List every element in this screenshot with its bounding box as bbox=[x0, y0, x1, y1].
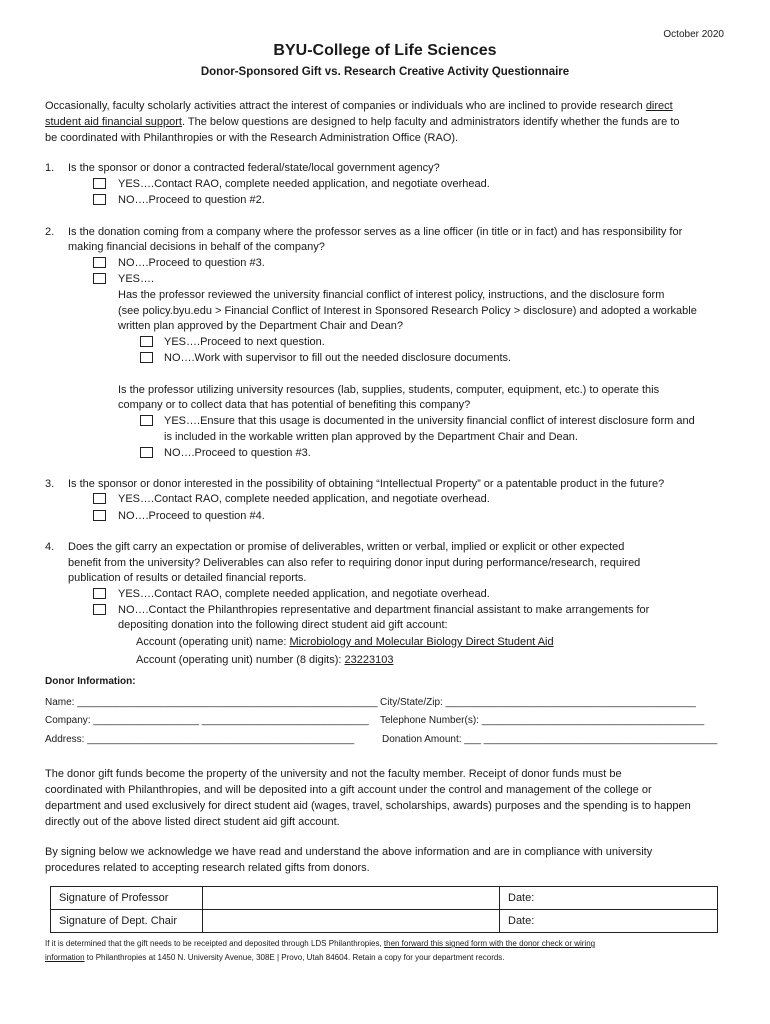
donor-phone-field[interactable]: Telephone Number(s): ________________________________________ bbox=[380, 715, 705, 726]
q4-text: publication of results or detailed financial reports. bbox=[68, 572, 307, 584]
q3-text: Is the sponsor or donor interested in the possibility of obtaining “Intellectual Property” or a patentable product in the future? bbox=[68, 478, 665, 490]
q2-yes-label: YES…. bbox=[118, 273, 155, 285]
signature-chair-field[interactable] bbox=[203, 910, 500, 933]
q4-text: benefit from the university? Deliverables can also refer to requiring donor input during performance/research, required bbox=[68, 557, 641, 569]
q2-sub1-no-label: NO….Work with supervisor to fill out the needed disclosure documents. bbox=[164, 352, 512, 364]
account-name-line bbox=[136, 634, 554, 650]
q2-sub2-yes-label: is included in the workable written plan approved by the Department Chair and Dean. bbox=[164, 431, 578, 443]
signature-row-professor bbox=[51, 887, 718, 910]
account-name-label: Account (operating unit) name: bbox=[136, 636, 290, 648]
account-number-line bbox=[136, 652, 393, 668]
q3-number: 3. bbox=[45, 478, 55, 490]
intro-text: Occasionally, faculty scholarly activities attract the interest of companies or individuals who are inclined to provide research bbox=[45, 100, 646, 112]
document-subtitle: Donor-Sponsored Gift vs. Research Creative Activity Questionnaire bbox=[200, 66, 570, 78]
q2-number: 2. bbox=[45, 226, 55, 238]
document-date: October 2020 bbox=[663, 29, 724, 40]
signature-row-chair bbox=[51, 910, 718, 933]
q4-no-label: depositing donation into the following direct student aid gift account: bbox=[118, 619, 448, 631]
signature-table bbox=[50, 886, 718, 933]
q2-text: making financial decisions in behalf of the company? bbox=[68, 241, 325, 253]
q2-no-checkbox[interactable] bbox=[93, 257, 106, 268]
q3-yes-checkbox[interactable] bbox=[93, 493, 106, 504]
q4-number: 4. bbox=[45, 541, 55, 553]
acknowledgement-paragraph: By signing below we acknowledge we have read and understand the above information and are in compliance with university procedures related to accepting research related gifts from donors. bbox=[45, 846, 653, 874]
q1-yes-checkbox[interactable] bbox=[93, 178, 106, 189]
q2-sub1-text: written plan approved by the Department Chair and Dean? bbox=[118, 320, 403, 332]
q2-sub1-yes-checkbox[interactable] bbox=[140, 336, 153, 347]
document-title: BYU-College of Life Sciences bbox=[273, 42, 497, 59]
signature-chair-date[interactable]: Date: bbox=[500, 910, 718, 933]
q2-sub2-yes-label: YES….Ensure that this usage is documented in the university financial conflict of interest disclosure form and bbox=[164, 415, 695, 427]
gift-funds-paragraph: The donor gift funds become the property of the university and not the faculty member. Receipt of donor funds must be coordinated with Philanthropies, and will be deposited into a gift account under the control and management of the college or department and used exclusively for direct student aid (wages, travel, scholarships, awards) purposes and the spending is to happen directly out of the above listed direct student aid gift account. bbox=[45, 768, 691, 828]
signature-professor-date[interactable]: Date: bbox=[500, 887, 718, 910]
q1-no-label: NO….Proceed to question #2. bbox=[118, 194, 265, 206]
q2-sub2-text: company or to collect data that has potential of benefiting this company? bbox=[118, 399, 471, 411]
q2-yes-checkbox[interactable] bbox=[93, 273, 106, 284]
q2-sub1-text: Has the professor reviewed the university financial conflict of interest policy, instructions, and the disclosure form bbox=[118, 289, 665, 301]
q1-no-checkbox[interactable] bbox=[93, 194, 106, 205]
q3-no-label: NO….Proceed to question #4. bbox=[118, 510, 265, 522]
q1-text: Is the sponsor or donor a contracted federal/state/local government agency? bbox=[68, 162, 440, 174]
q2-sub2-no-label: NO….Proceed to question #3. bbox=[164, 447, 311, 459]
q4-text: Does the gift carry an expectation or promise of deliverables, written or verbal, implied or explicit or other expected bbox=[68, 541, 625, 553]
q2-sub2-no-checkbox[interactable] bbox=[140, 447, 153, 458]
q4-no-label: NO….Contact the Philanthropies representative and department financial assistant to make arrangements for bbox=[118, 604, 650, 616]
intro-paragraph bbox=[45, 98, 735, 146]
q2-sub2-text: Is the professor utilizing university resources (lab, supplies, students, computer, equipment, etc.) to operate this bbox=[118, 384, 660, 396]
signature-professor-label: Signature of Professor bbox=[51, 887, 203, 910]
q1-number: 1. bbox=[45, 162, 55, 174]
footer-note: If it is determined that the gift needs to be receipted and deposited through LDS Philanthropies, then forward this signed form with the donor check or wiring information to Philanthropies at 1450 N. University Avenue, 308E | Provo, Utah 84604. Retain a copy for your department records. bbox=[45, 939, 596, 962]
q2-sub1-yes-label: YES….Proceed to next question. bbox=[164, 336, 325, 348]
donor-address-field[interactable]: Address: ________________________________________________ bbox=[45, 734, 355, 745]
donor-city-field[interactable]: City/State/Zip: _____________________________________________ bbox=[380, 697, 696, 708]
account-number-label: Account (operating unit) number (8 digits): bbox=[136, 654, 345, 666]
q4-yes-label: YES….Contact RAO, complete needed application, and negotiate overhead. bbox=[118, 588, 490, 600]
q2-sub1-text: (see policy.byu.edu > Financial Conflict of Interest in Sponsored Research Policy > disclosure) and adopted a workable bbox=[118, 305, 697, 317]
q4-no-checkbox[interactable] bbox=[93, 604, 106, 615]
q2-text: Is the donation coming from a company where the professor serves as a line officer (in title or in fact) and has responsibility for bbox=[68, 226, 683, 238]
donor-name-field[interactable]: Name: ______________________________________________________ bbox=[45, 697, 378, 708]
donor-company-field[interactable]: Company: ___________________ ______________________________ bbox=[45, 715, 369, 726]
intro-link-direct[interactable]: direct bbox=[645, 100, 673, 112]
q2-sub1-no-checkbox[interactable] bbox=[140, 352, 153, 363]
intro-text: . The below questions are designed to help faculty and administrators identify whether the funds are to bbox=[181, 116, 680, 128]
signature-professor-field[interactable] bbox=[203, 887, 500, 910]
donor-amount-field[interactable]: Donation Amount: ___ __________________________________________ bbox=[382, 734, 718, 745]
account-number-value: 23223103 bbox=[344, 654, 394, 666]
account-name-value: Microbiology and Molecular Biology Direct Student Aid bbox=[289, 636, 554, 648]
q2-no-label: NO….Proceed to question #3. bbox=[118, 257, 265, 269]
q3-no-checkbox[interactable] bbox=[93, 510, 106, 521]
signature-chair-label: Signature of Dept. Chair bbox=[51, 910, 203, 933]
q2-sub2-yes-checkbox[interactable] bbox=[140, 415, 153, 426]
q3-yes-label: YES….Contact RAO, complete needed application, and negotiate overhead. bbox=[118, 493, 490, 505]
q4-yes-checkbox[interactable] bbox=[93, 588, 106, 599]
q1-yes-label: YES….Contact RAO, complete needed application, and negotiate overhead. bbox=[118, 178, 490, 190]
intro-text: be coordinated with Philanthropies or with the Research Administration Office (RAO). bbox=[45, 132, 459, 144]
footer-link-information[interactable]: information bbox=[45, 953, 85, 962]
donor-info-heading: Donor Information: bbox=[45, 676, 136, 687]
footer-link-forward[interactable]: then forward this signed form with the donor check or wiring bbox=[383, 939, 596, 948]
intro-link-financial-support[interactable]: student aid financial support bbox=[45, 116, 182, 128]
